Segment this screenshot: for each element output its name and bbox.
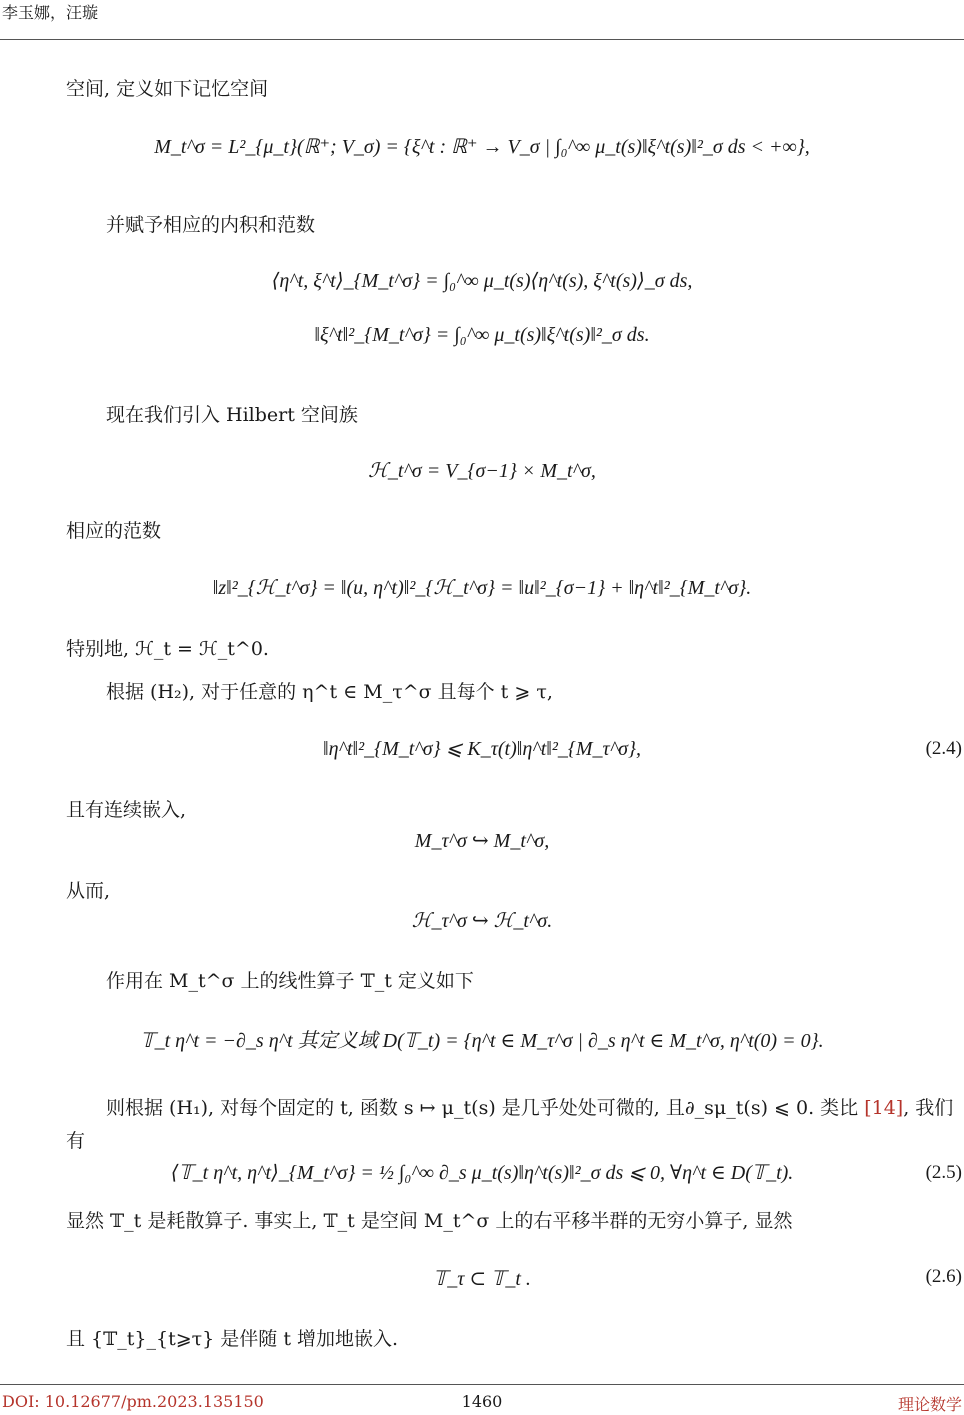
- running-header-authors: 李玉娜，汪璇: [2, 3, 99, 22]
- paragraph-norm-intro: 相应的范数: [66, 520, 162, 542]
- citation-link-14[interactable]: [14]: [864, 1097, 904, 1119]
- equation-2-5: ⟨𝕋_t η^t, η^t⟩_{M_t^σ} = ½ ∫₀^∞ ∂_s μ_t(s)‖η^t(s)‖²_σ ds ⩽ 0, ∀η^t ∈ D(𝕋_t).: [170, 1162, 794, 1184]
- paragraph-therefore: 从而,: [66, 880, 111, 902]
- paragraph-operator-intro: 作用在 M_t^σ 上的线性算子 𝕋_t 定义如下: [106, 970, 474, 992]
- paragraph-hilbert-intro: 现在我们引入 Hilbert 空间族: [106, 404, 358, 426]
- paragraph-embedding-intro: 且有连续嵌入,: [66, 799, 187, 821]
- footer-rule: [0, 1384, 964, 1385]
- equation-operator-domain: 𝕋_t η^t = −∂_s η^t 其定义域 D(𝕋_t) = {η^t ∈ M_τ^σ | ∂_s η^t ∈ M_t^σ, η^t(0) = 0}.: [140, 1030, 824, 1052]
- paragraph-increasing-family: 且 {𝕋_t}_{t⩾τ} 是伴随 t 增加地嵌入.: [66, 1328, 399, 1350]
- equation-inner-product: ⟨η^t, ξ^t⟩_{M_t^σ} = ∫₀^∞ μ_t(s)⟨η^t(s), ξ^t(s)⟩_σ ds,: [271, 270, 693, 292]
- paragraph-special-case: 特别地, ℋ_t = ℋ_t^0.: [66, 638, 269, 660]
- equation-norm: ‖ξ^t‖²_{M_t^σ} = ∫₀^∞ μ_t(s)‖ξ^t(s)‖²_σ ds.: [314, 324, 650, 346]
- equation-hilbert-norm: ‖z‖²_{ℋ_t^σ} = ‖(u, η^t)‖²_{ℋ_t^σ} = ‖u‖²_{σ−1} + ‖η^t‖²_{M_t^σ}.: [212, 577, 752, 599]
- footer-journal-name[interactable]: 理论数学: [897, 1395, 962, 1414]
- paragraph-h1-condition: [106, 1093, 953, 1120]
- paragraph-memory-space-intro: 空间, 定义如下记忆空间: [66, 78, 269, 100]
- header-rule: [0, 39, 964, 40]
- equation-memory-space: M_t^σ = L²_{μ_t}(ℝ⁺; V_σ) = {ξ^t : ℝ⁺ → V_σ | ∫₀^∞ μ_t(s)‖ξ^t(s)‖²_σ ds < +∞},: [154, 136, 810, 158]
- equation-number-2-5: (2.5): [925, 1162, 962, 1183]
- paragraph-h1-text-end: , 我们: [903, 1097, 954, 1119]
- paragraph-dissipative: 显然 𝕋_t 是耗散算子. 事实上, 𝕋_t 是空间 M_t^σ 上的右平移半群的无穷小算子, 显然: [66, 1210, 793, 1232]
- equation-memory-embedding: M_τ^σ ↪ M_t^σ,: [414, 830, 550, 852]
- equation-2-6: 𝕋_τ ⊂ 𝕋_t .: [433, 1268, 531, 1290]
- equation-number-2-4: (2.4): [925, 738, 962, 759]
- footer-page-number: 1460: [461, 1392, 503, 1411]
- paragraph-inner-product-intro: 并赋予相应的内积和范数: [106, 214, 316, 236]
- equation-number-2-6: (2.6): [925, 1266, 962, 1287]
- paragraph-h1-text: 则根据 (H₁), 对每个固定的 t, 函数 s ↦ μ_t(s) 是几乎处处可微的, 且∂_sμ_t(s) ⩽ 0. 类比: [106, 1097, 865, 1119]
- equation-2-4: ‖η^t‖²_{M_t^σ} ⩽ K_τ(t)‖η^t‖²_{M_τ^σ},: [322, 738, 642, 760]
- equation-hilbert-space: ℋ_t^σ = V_{σ−1} × M_t^σ,: [368, 460, 596, 482]
- footer-doi-link[interactable]: DOI: 10.12677/pm.2023.135150: [2, 1392, 264, 1411]
- paragraph-h2-condition: 根据 (H₂), 对于任意的 η^t ∈ M_τ^σ 且每个 t ⩾ τ,: [106, 681, 553, 703]
- equation-hilbert-embedding: ℋ_τ^σ ↪ ℋ_t^σ.: [411, 910, 553, 932]
- paragraph-h1-continuation: 有: [66, 1130, 86, 1152]
